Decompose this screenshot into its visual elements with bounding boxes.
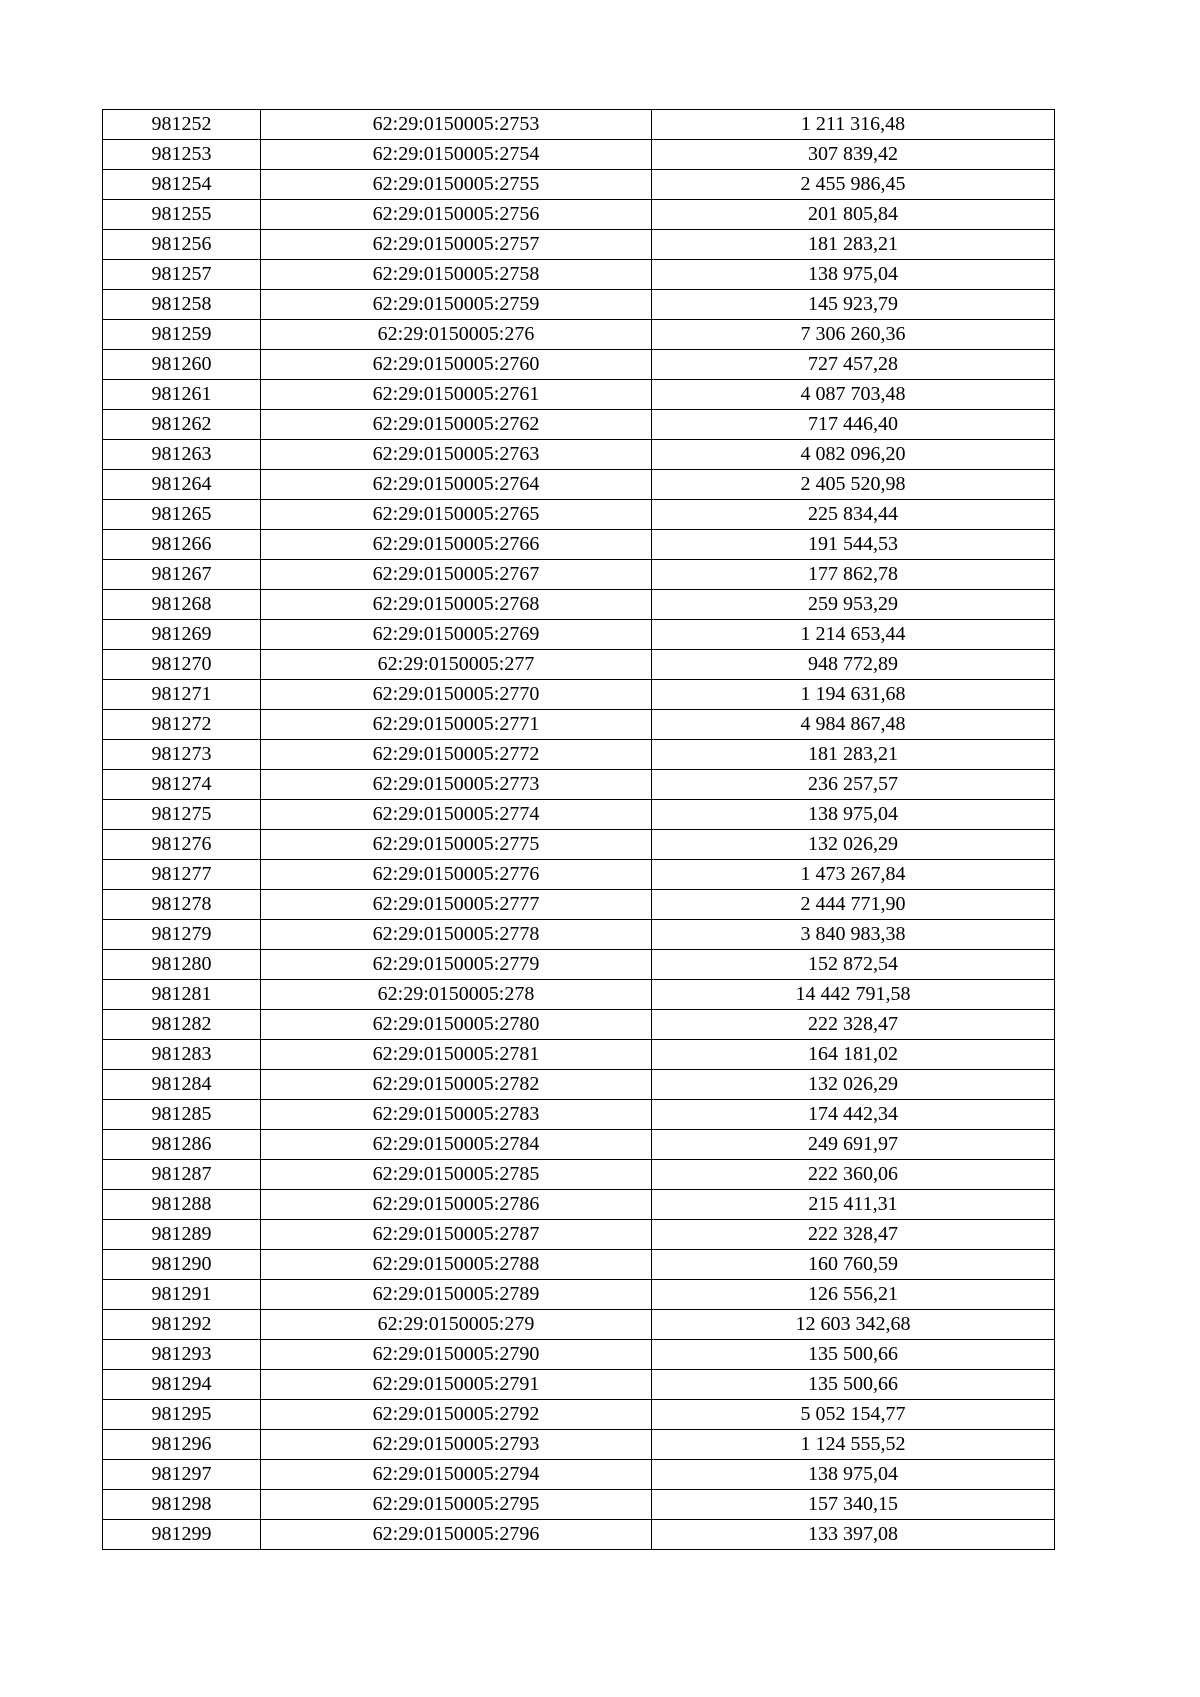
cadastral-number-cell: 62:29:0150005:2754	[261, 140, 652, 170]
row-number-cell: 981287	[103, 1160, 261, 1190]
row-number-cell: 981298	[103, 1490, 261, 1520]
cadastral-number-cell: 62:29:0150005:2777	[261, 890, 652, 920]
table-row	[103, 500, 1055, 530]
row-number-cell: 981271	[103, 680, 261, 710]
table-row	[103, 770, 1055, 800]
cadastral-value-cell: 7 306 260,36	[652, 320, 1055, 350]
table-row	[103, 440, 1055, 470]
table-row	[103, 890, 1055, 920]
cadastral-value-cell: 12 603 342,68	[652, 1310, 1055, 1340]
table-row	[103, 260, 1055, 290]
cadastral-value-cell: 4 082 096,20	[652, 440, 1055, 470]
table-row	[103, 980, 1055, 1010]
cadastral-number-cell: 62:29:0150005:2774	[261, 800, 652, 830]
table-row	[103, 350, 1055, 380]
cadastral-value-cell: 145 923,79	[652, 290, 1055, 320]
cadastral-value-cell: 164 181,02	[652, 1040, 1055, 1070]
cadastral-number-cell: 62:29:0150005:2792	[261, 1400, 652, 1430]
cadastral-number-cell: 62:29:0150005:2782	[261, 1070, 652, 1100]
table-row	[103, 1130, 1055, 1160]
cadastral-number-cell: 62:29:0150005:2759	[261, 290, 652, 320]
cadastral-value-cell: 132 026,29	[652, 830, 1055, 860]
cadastral-number-cell: 62:29:0150005:2763	[261, 440, 652, 470]
row-number-cell: 981270	[103, 650, 261, 680]
row-number-cell: 981276	[103, 830, 261, 860]
table-row	[103, 1430, 1055, 1460]
table-row	[103, 290, 1055, 320]
row-number-cell: 981293	[103, 1340, 261, 1370]
table-row	[103, 230, 1055, 260]
cadastral-value-cell: 138 975,04	[652, 260, 1055, 290]
cadastral-number-cell: 62:29:0150005:2753	[261, 110, 652, 140]
table-row	[103, 530, 1055, 560]
table-row	[103, 1010, 1055, 1040]
cadastral-value-cell: 236 257,57	[652, 770, 1055, 800]
row-number-cell: 981256	[103, 230, 261, 260]
cadastral-value-table	[102, 109, 1055, 1550]
cadastral-number-cell: 62:29:0150005:2795	[261, 1490, 652, 1520]
row-number-cell: 981278	[103, 890, 261, 920]
table-row	[103, 950, 1055, 980]
table-row	[103, 710, 1055, 740]
cadastral-number-cell: 62:29:0150005:2775	[261, 830, 652, 860]
cadastral-value-cell: 2 405 520,98	[652, 470, 1055, 500]
table-row	[103, 1100, 1055, 1130]
table-row	[103, 920, 1055, 950]
row-number-cell: 981286	[103, 1130, 261, 1160]
table-row	[103, 650, 1055, 680]
cadastral-number-cell: 62:29:0150005:2793	[261, 1430, 652, 1460]
cadastral-value-cell: 727 457,28	[652, 350, 1055, 380]
cadastral-value-cell: 133 397,08	[652, 1520, 1055, 1550]
table-row	[103, 380, 1055, 410]
table-row	[103, 830, 1055, 860]
cadastral-value-cell: 1 473 267,84	[652, 860, 1055, 890]
cadastral-value-cell: 222 360,06	[652, 1160, 1055, 1190]
cadastral-number-cell: 62:29:0150005:2755	[261, 170, 652, 200]
cadastral-number-cell: 62:29:0150005:2757	[261, 230, 652, 260]
cadastral-number-cell: 62:29:0150005:2791	[261, 1370, 652, 1400]
row-number-cell: 981291	[103, 1280, 261, 1310]
cadastral-value-cell: 1 211 316,48	[652, 110, 1055, 140]
cadastral-value-cell: 1 124 555,52	[652, 1430, 1055, 1460]
cadastral-number-cell: 62:29:0150005:2762	[261, 410, 652, 440]
row-number-cell: 981262	[103, 410, 261, 440]
row-number-cell: 981264	[103, 470, 261, 500]
cadastral-number-cell: 62:29:0150005:2766	[261, 530, 652, 560]
cadastral-value-cell: 948 772,89	[652, 650, 1055, 680]
row-number-cell: 981277	[103, 860, 261, 890]
cadastral-number-cell: 62:29:0150005:2772	[261, 740, 652, 770]
table-row	[103, 740, 1055, 770]
cadastral-value-cell: 2 455 986,45	[652, 170, 1055, 200]
table-row	[103, 1040, 1055, 1070]
row-number-cell: 981266	[103, 530, 261, 560]
cadastral-number-cell: 62:29:0150005:2758	[261, 260, 652, 290]
row-number-cell: 981255	[103, 200, 261, 230]
row-number-cell: 981260	[103, 350, 261, 380]
cadastral-value-cell: 4 087 703,48	[652, 380, 1055, 410]
table-row	[103, 860, 1055, 890]
row-number-cell: 981272	[103, 710, 261, 740]
table-row	[103, 1220, 1055, 1250]
cadastral-value-cell: 138 975,04	[652, 1460, 1055, 1490]
row-number-cell: 981258	[103, 290, 261, 320]
table-row	[103, 1310, 1055, 1340]
cadastral-value-cell: 14 442 791,58	[652, 980, 1055, 1010]
table-row	[103, 1370, 1055, 1400]
table-row	[103, 680, 1055, 710]
cadastral-number-cell: 62:29:0150005:2789	[261, 1280, 652, 1310]
table-row	[103, 170, 1055, 200]
row-number-cell: 981290	[103, 1250, 261, 1280]
cadastral-value-cell: 135 500,66	[652, 1340, 1055, 1370]
cadastral-number-cell: 62:29:0150005:2756	[261, 200, 652, 230]
cadastral-number-cell: 62:29:0150005:2770	[261, 680, 652, 710]
table-row	[103, 1490, 1055, 1520]
cadastral-value-cell: 222 328,47	[652, 1010, 1055, 1040]
row-number-cell: 981257	[103, 260, 261, 290]
cadastral-number-cell: 62:29:0150005:2771	[261, 710, 652, 740]
cadastral-value-cell: 181 283,21	[652, 740, 1055, 770]
row-number-cell: 981279	[103, 920, 261, 950]
row-number-cell: 981283	[103, 1040, 261, 1070]
table-row	[103, 1190, 1055, 1220]
row-number-cell: 981288	[103, 1190, 261, 1220]
table-row	[103, 1400, 1055, 1430]
cadastral-number-cell: 62:29:0150005:2784	[261, 1130, 652, 1160]
row-number-cell: 981263	[103, 440, 261, 470]
cadastral-number-cell: 62:29:0150005:2796	[261, 1520, 652, 1550]
cadastral-value-cell: 201 805,84	[652, 200, 1055, 230]
cadastral-value-cell: 307 839,42	[652, 140, 1055, 170]
cadastral-number-cell: 62:29:0150005:279	[261, 1310, 652, 1340]
table-row	[103, 1520, 1055, 1550]
cadastral-number-cell: 62:29:0150005:2769	[261, 620, 652, 650]
row-number-cell: 981261	[103, 380, 261, 410]
cadastral-value-cell: 152 872,54	[652, 950, 1055, 980]
row-number-cell: 981275	[103, 800, 261, 830]
table-row	[103, 1070, 1055, 1100]
table-row	[103, 200, 1055, 230]
cadastral-number-cell: 62:29:0150005:2785	[261, 1160, 652, 1190]
table-row	[103, 320, 1055, 350]
cadastral-value-cell: 215 411,31	[652, 1190, 1055, 1220]
table-row	[103, 590, 1055, 620]
row-number-cell: 981273	[103, 740, 261, 770]
table-row	[103, 110, 1055, 140]
row-number-cell: 981297	[103, 1460, 261, 1490]
table-row	[103, 470, 1055, 500]
table-row	[103, 1160, 1055, 1190]
cadastral-number-cell: 62:29:0150005:276	[261, 320, 652, 350]
cadastral-number-cell: 62:29:0150005:2790	[261, 1340, 652, 1370]
table-row	[103, 1460, 1055, 1490]
row-number-cell: 981292	[103, 1310, 261, 1340]
row-number-cell: 981274	[103, 770, 261, 800]
cadastral-value-cell: 717 446,40	[652, 410, 1055, 440]
table-row	[103, 1250, 1055, 1280]
row-number-cell: 981253	[103, 140, 261, 170]
row-number-cell: 981294	[103, 1370, 261, 1400]
row-number-cell: 981285	[103, 1100, 261, 1130]
row-number-cell: 981267	[103, 560, 261, 590]
cadastral-number-cell: 62:29:0150005:2787	[261, 1220, 652, 1250]
row-number-cell: 981289	[103, 1220, 261, 1250]
table-row	[103, 140, 1055, 170]
cadastral-value-cell: 1 194 631,68	[652, 680, 1055, 710]
cadastral-number-cell: 62:29:0150005:2768	[261, 590, 652, 620]
cadastral-value-cell: 225 834,44	[652, 500, 1055, 530]
row-number-cell: 981252	[103, 110, 261, 140]
row-number-cell: 981280	[103, 950, 261, 980]
cadastral-value-cell: 249 691,97	[652, 1130, 1055, 1160]
row-number-cell: 981254	[103, 170, 261, 200]
cadastral-value-cell: 160 760,59	[652, 1250, 1055, 1280]
row-number-cell: 981296	[103, 1430, 261, 1460]
cadastral-number-cell: 62:29:0150005:2780	[261, 1010, 652, 1040]
cadastral-value-cell: 181 283,21	[652, 230, 1055, 260]
cadastral-number-cell: 62:29:0150005:2773	[261, 770, 652, 800]
cadastral-value-cell: 126 556,21	[652, 1280, 1055, 1310]
cadastral-number-cell: 62:29:0150005:2760	[261, 350, 652, 380]
cadastral-number-cell: 62:29:0150005:2778	[261, 920, 652, 950]
row-number-cell: 981299	[103, 1520, 261, 1550]
cadastral-value-cell: 259 953,29	[652, 590, 1055, 620]
row-number-cell: 981282	[103, 1010, 261, 1040]
cadastral-value-cell: 138 975,04	[652, 800, 1055, 830]
cadastral-value-cell: 2 444 771,90	[652, 890, 1055, 920]
cadastral-number-cell: 62:29:0150005:2761	[261, 380, 652, 410]
table-row	[103, 800, 1055, 830]
cadastral-value-cell: 3 840 983,38	[652, 920, 1055, 950]
row-number-cell: 981259	[103, 320, 261, 350]
row-number-cell: 981268	[103, 590, 261, 620]
cadastral-value-cell: 222 328,47	[652, 1220, 1055, 1250]
cadastral-number-cell: 62:29:0150005:2781	[261, 1040, 652, 1070]
table-row	[103, 1280, 1055, 1310]
cadastral-value-cell: 157 340,15	[652, 1490, 1055, 1520]
row-number-cell: 981265	[103, 500, 261, 530]
cadastral-value-cell: 174 442,34	[652, 1100, 1055, 1130]
cadastral-number-cell: 62:29:0150005:2783	[261, 1100, 652, 1130]
cadastral-value-cell: 191 544,53	[652, 530, 1055, 560]
table-row	[103, 410, 1055, 440]
row-number-cell: 981281	[103, 980, 261, 1010]
table-body	[103, 110, 1055, 1550]
cadastral-value-cell: 1 214 653,44	[652, 620, 1055, 650]
cadastral-value-cell: 5 052 154,77	[652, 1400, 1055, 1430]
cadastral-number-cell: 62:29:0150005:2794	[261, 1460, 652, 1490]
cadastral-number-cell: 62:29:0150005:2788	[261, 1250, 652, 1280]
cadastral-value-cell: 4 984 867,48	[652, 710, 1055, 740]
cadastral-number-cell: 62:29:0150005:277	[261, 650, 652, 680]
cadastral-value-cell: 135 500,66	[652, 1370, 1055, 1400]
cadastral-number-cell: 62:29:0150005:2767	[261, 560, 652, 590]
cadastral-number-cell: 62:29:0150005:2764	[261, 470, 652, 500]
cadastral-value-cell: 132 026,29	[652, 1070, 1055, 1100]
cadastral-number-cell: 62:29:0150005:2765	[261, 500, 652, 530]
cadastral-number-cell: 62:29:0150005:2779	[261, 950, 652, 980]
table-row	[103, 1340, 1055, 1370]
cadastral-number-cell: 62:29:0150005:278	[261, 980, 652, 1010]
cadastral-number-cell: 62:29:0150005:2786	[261, 1190, 652, 1220]
table-row	[103, 560, 1055, 590]
table-row	[103, 620, 1055, 650]
cadastral-number-cell: 62:29:0150005:2776	[261, 860, 652, 890]
row-number-cell: 981295	[103, 1400, 261, 1430]
cadastral-value-cell: 177 862,78	[652, 560, 1055, 590]
row-number-cell: 981284	[103, 1070, 261, 1100]
row-number-cell: 981269	[103, 620, 261, 650]
